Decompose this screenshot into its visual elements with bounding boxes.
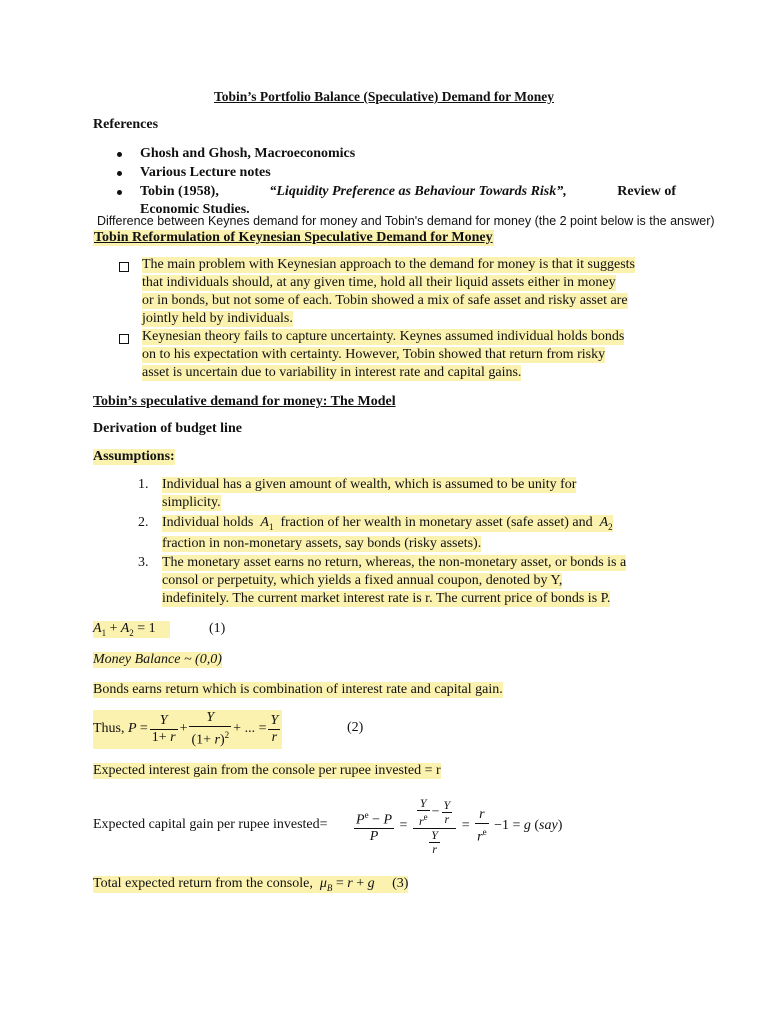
fraction: $\frac{Y}{r}$ — [270, 712, 279, 745]
bullet-dot — [117, 171, 122, 176]
paragraph-line: asset is uncertain due to variability in interest rate and capital gains. — [142, 365, 522, 380]
assumption-line: The monetary asset earns no return, whereas, the non-monetary asset, or bonds is a — [162, 555, 627, 570]
reference-article-title: “Liquidity Preference as Behaviour Towards Risk”, — [269, 184, 567, 199]
references-heading: References — [93, 117, 159, 132]
total-return-equation: $\mu_B = r + g$ — [316, 876, 375, 893]
assumptions-label: Assumptions: — [93, 449, 175, 464]
bonds-return-text: Bonds earns return which is combination of interest rate and capital gain. — [93, 682, 503, 697]
equation-2 — [93, 710, 282, 749]
document-title: Tobin’s Portfolio Balance (Speculative) Demand for Money — [214, 89, 554, 104]
square-bullet-icon — [119, 262, 129, 272]
assumption-line: Individual has a given amount of wealth, which is assumed to be unity for — [162, 477, 577, 492]
assumption-number: 1. — [138, 477, 149, 492]
interest-gain-text: Expected interest gain from the console per rupee invested = r — [93, 763, 441, 778]
assumption-text: fraction of her wealth in monetary asset (safe asset) and — [280, 515, 593, 530]
assumption-line: consol or perpetuity, which yields a fixed annual coupon, denoted by Y, — [162, 573, 563, 588]
paragraph-line: that individuals should, at any given time, hold all their liquid assets either in money — [142, 275, 616, 290]
symbol-a1: $A_1$ — [256, 515, 274, 532]
assumption-line — [162, 515, 613, 532]
equation-1: $A_1 + A_2 = 1$ — [93, 621, 170, 638]
equation-2-number: (2) — [347, 720, 364, 735]
bullet-dot — [117, 190, 122, 195]
fraction: $\frac{r}{r^e}$ — [477, 806, 487, 845]
reference-author: Tobin (1958), — [140, 184, 219, 199]
money-balance-expression: Money Balance ~ (0,0) — [93, 652, 222, 667]
reference-item — [140, 184, 676, 200]
total-return-label: Total expected return from the console, — [93, 876, 313, 891]
equation-2-expression: Thus, P = $\frac{Y}{1+ r}$ + $\frac{Y}{(1+ r)^2}$ + ... = $\frac{Y}{r}$ — [93, 710, 282, 749]
bullet-dot — [117, 152, 122, 157]
square-bullet-icon — [119, 334, 129, 344]
paragraph-line: or in bonds, but not some of each. Tobin showed a mix of safe asset and risky asset are — [142, 293, 628, 308]
assumption-number: 2. — [138, 515, 149, 530]
capital-gain-tail: g (say) — [523, 818, 563, 833]
fraction: $\frac{P^e - P}{P}$ — [356, 809, 393, 845]
total-return-line — [93, 876, 408, 893]
assumption-line: indefinitely. The current market interest rate is r. The current price of bonds is P. — [162, 591, 611, 606]
assumption-text: Individual holds — [162, 515, 254, 530]
assumption-line: fraction in non-monetary assets, say bonds (risky assets). — [162, 536, 482, 551]
assumption-number: 3. — [138, 555, 149, 570]
annotation-note: Difference between Keynes demand for money and Tobin's demand for money (the 2 point below is the answer) — [97, 214, 715, 228]
section-heading-tobin-reformulation: Tobin Reformulation of Keynesian Speculative Demand for Money — [94, 230, 493, 245]
subheading-budget-line: Derivation of budget line — [93, 421, 242, 436]
reference-journal: Review of — [617, 184, 676, 199]
assumption-line: simplicity. — [162, 495, 221, 510]
fraction: $\frac{Y}{(1+ r)^2}$ — [191, 710, 230, 748]
equation-1-number: (1) — [209, 621, 226, 636]
capital-gain-label: Expected capital gain per rupee invested= — [93, 817, 328, 832]
paragraph-line: on to his expectation with certainty. However, Tobin showed that return from risky — [142, 347, 606, 362]
paragraph-line: Keynesian theory fails to capture uncertainty. Keynes assumed individual holds bonds — [142, 329, 625, 344]
capital-gain-equation: $\frac{P^e - P}{P}$ = $\frac{Y}{r^e}$ − $\frac{Y}{r}$ $\frac{Y}{r}$ = $\frac{r}{r^e}$ −1 = g (say) — [356, 795, 563, 856]
paragraph-line: jointly held by individuals. — [142, 311, 293, 326]
money-balance-line — [93, 652, 222, 668]
thus-label: Thus, — [93, 721, 125, 737]
fraction: $\frac{Y}{1+ r}$ — [151, 712, 176, 745]
reference-journal-cont: Economic Studies. — [140, 202, 250, 217]
paragraph-line: The main problem with Keynesian approach to the demand for money is that it suggests — [142, 257, 635, 272]
section-heading-model: Tobin’s speculative demand for money: The Model — [93, 394, 396, 409]
reference-item: Various Lecture notes — [140, 165, 271, 180]
reference-item: Ghosh and Ghosh, Macroeconomics — [140, 146, 356, 161]
symbol-a2: $A_2$ — [596, 515, 613, 532]
fraction-nested: $\frac{Y}{r^e}$ − $\frac{Y}{r}$ $\frac{Y}{r}$ — [413, 797, 456, 856]
equation-3-number: (3) — [392, 876, 409, 891]
